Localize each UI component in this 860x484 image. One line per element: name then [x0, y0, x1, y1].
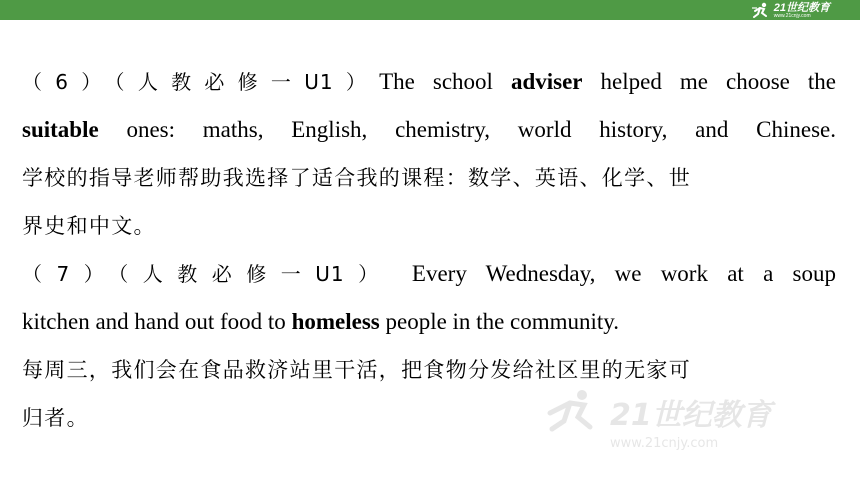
- item-7-text: Every Wednesday, we work at a soup: [392, 261, 836, 286]
- item-6-line-1: [22, 58, 836, 106]
- item-6-translation-line-1: 学校的指导老师帮助我选择了适合我的课程：数学、英语、化学、世: [22, 166, 691, 190]
- item-7-line-1: [22, 250, 836, 298]
- item-6-translation-line-2: 界史和中文。: [22, 214, 156, 238]
- vocab-adviser: adviser: [510, 69, 583, 94]
- item-6-tag: （6）（人教必修一U1）: [22, 70, 380, 94]
- item-6-text: The school: [379, 69, 511, 94]
- item-7-text: kitchen and hand out food to: [22, 309, 292, 334]
- watermark-url: www.21cnjy.com: [610, 436, 719, 451]
- item-7-translation-line-2: 归者。: [22, 406, 89, 430]
- item-7-tag: （7）（人教必修一U1）: [22, 262, 393, 286]
- item-6-text: ones: maths, English, chemistry, world history, and Chinese.: [98, 117, 836, 142]
- logo-url: www.21cnjy.com: [773, 13, 811, 19]
- vocab-homeless: homeless: [291, 309, 380, 334]
- item-7-text: people in the community.: [379, 309, 620, 334]
- item-7-translation-line-1: 每周三，我们会在食品救济站里干活，把食物分发给社区里的无家可: [22, 358, 691, 382]
- item-7-line-2: [22, 298, 836, 346]
- runner-logo-icon: [751, 2, 771, 20]
- item-6-line-2: [22, 106, 836, 154]
- logo-text: 21世纪教育: [773, 2, 830, 14]
- watermark-logo: [540, 385, 840, 455]
- watermark-text: 21世纪教育: [610, 398, 772, 433]
- site-logo: [751, 1, 830, 21]
- header-bar: [0, 0, 860, 20]
- vocab-suitable: suitable: [22, 117, 99, 142]
- item-6-text: helped me choose the: [582, 69, 836, 94]
